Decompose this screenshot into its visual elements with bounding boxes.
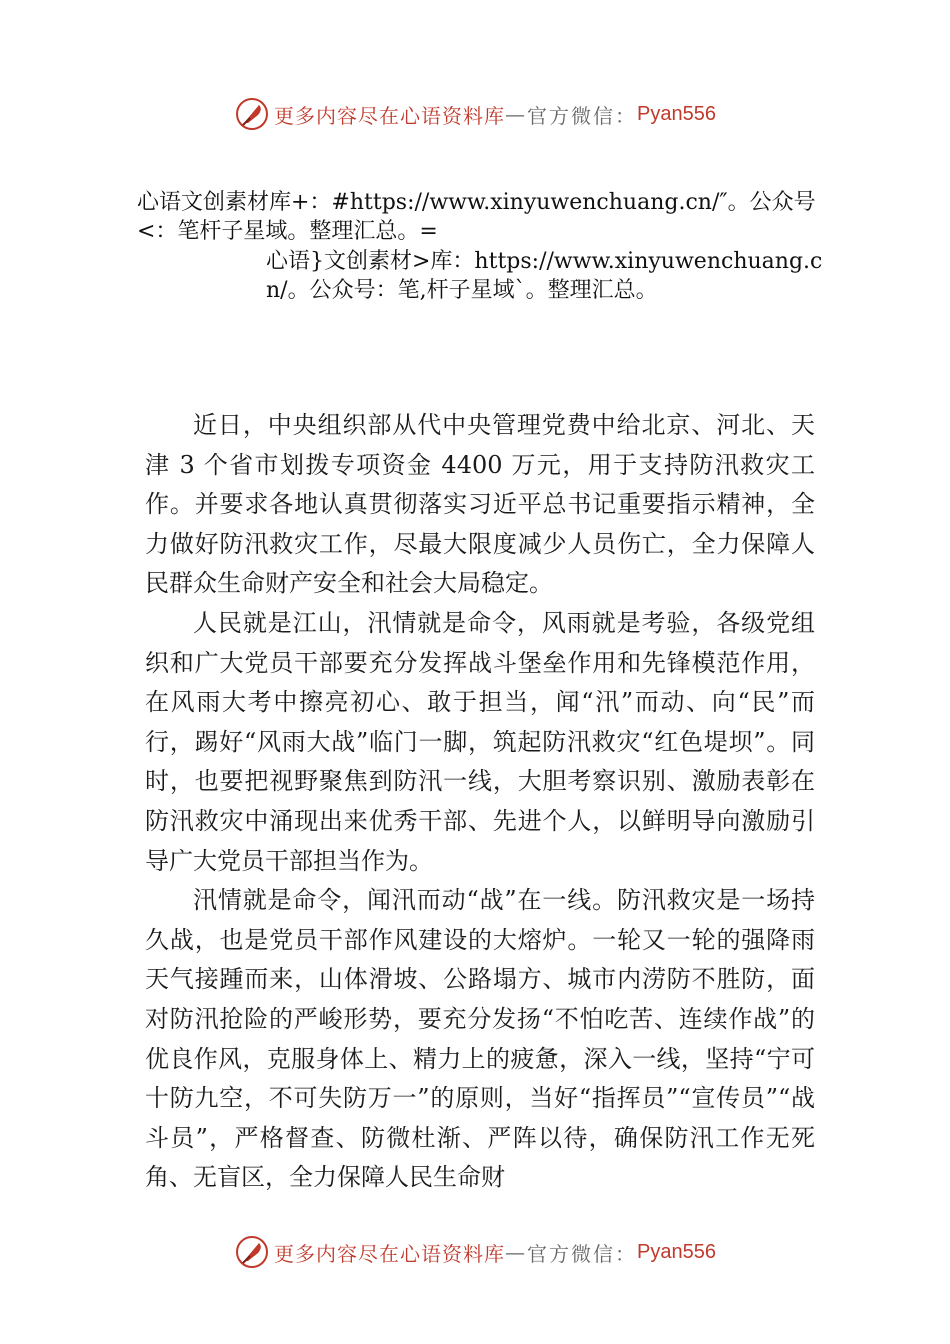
paragraph: 近日，中央组织部从代中央管理党费中给北京、河北、天津 3 个省市划拨专项资金 4400 万元，用于支持防汛救灾工作。并要求各地认真贯彻落实习近平总书记重要指示精神，全力做好防汛救灾工作，尽最大限度减少人员伤亡，全力保障人民群众生命财产安全和社会大局稳定。: [145, 411, 815, 598]
wechat-id: Pyan556: [637, 102, 716, 125]
wechat-id: Pyan556: [637, 1240, 716, 1263]
source-note: 心语}文创素材>库：https://www.xinyuwenchuang.cn/。公众号：笔,杆子星域`。整理汇总。: [266, 249, 823, 303]
promo-dash: —: [505, 102, 528, 126]
source-note: 心语文创素材库+：#https://www.xinyuwenchuang.cn/″。公众号<：笔杆子星域。整理汇总。=: [137, 190, 816, 244]
footer-banner: [0, 1232, 950, 1272]
article-body: [145, 406, 815, 1198]
promo-text: 更多内容尽在心语资料库: [274, 103, 506, 128]
paragraph: 人民就是江山，汛情就是命令，风雨就是考验，各级党组织和广大党员干部要充分发挥战斗堡垒作用和先锋模范作用，在风雨大考中擦亮初心、敢于担当，闻“汛”而动、向“民”而行，踢好“风雨大战”临门一脚，筑起防汛救灾“红色堤坝”。同时，也要把视野聚焦到防汛一线，大胆考察识别、激励表彰在防汛救灾中涌现出来优秀干部、先进个人，以鲜明导向激励引导广大党员干部担当作为。: [145, 608, 815, 875]
wechat-label: 官方微信：: [527, 103, 638, 128]
promo-dash: —: [505, 1240, 528, 1264]
promo-text: 更多内容尽在心语资料库: [274, 1241, 506, 1266]
feather-pen-icon: [234, 96, 270, 132]
wechat-label: 官方微信：: [527, 1241, 638, 1266]
paragraph: 汛情就是命令，闻汛而动“战”在一线。防汛救灾是一场持久战，也是党员干部作风建设的大熔炉。一轮又一轮的强降雨天气接踵而来，山体滑坡、公路塌方、城市内涝防不胜防，面对防汛抢险的严峻形势，要充分发扬“不怕吃苦、连续作战”的优良作风，克服身体上、精力上的疲惫，深入一线，坚持“宁可十防九空，不可失防万一”的原则，当好“指挥员”“宣传员”“战斗员”，严格督查、防微杜渐、严阵以待，确保防汛工作无死角、无盲区，全力保障人民生命财: [145, 886, 815, 1192]
feather-pen-icon: [234, 1234, 270, 1270]
header-banner: [0, 94, 950, 134]
